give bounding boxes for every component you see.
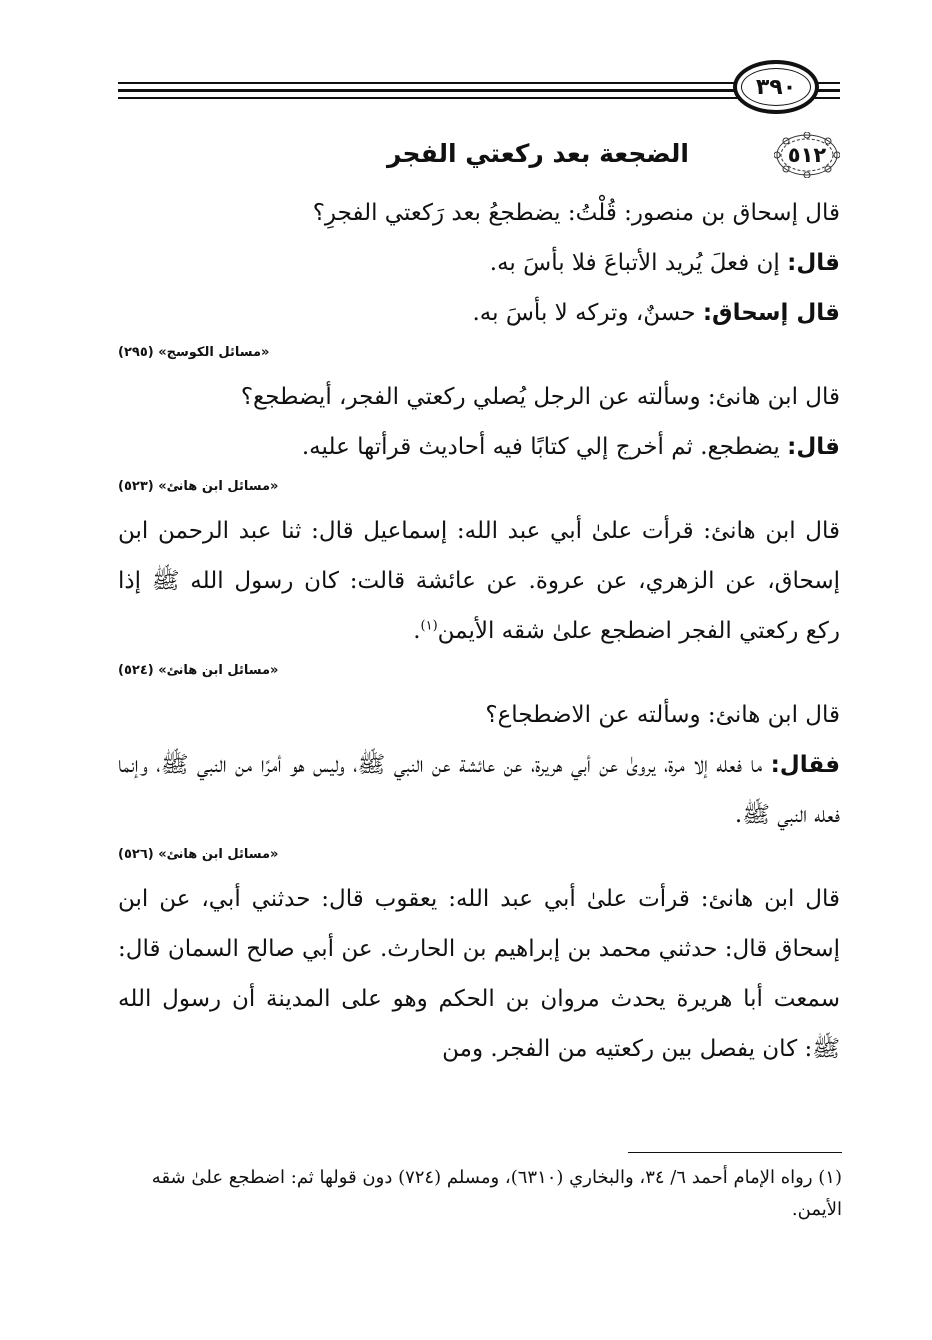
paragraph: [118, 690, 840, 740]
paragraph: [118, 740, 840, 840]
page-number: ٣٩٠: [755, 74, 797, 100]
paragraph-text: قال ابن هانئ: وسألته عن الرجل يُصلي ركعتي الفجر، أيضطجع؟: [240, 384, 840, 410]
paragraph: [118, 372, 840, 422]
paragraph-text: قال ابن هانئ: قرأت علىٰ أبي عبد الله: يعقوب قال: حدثني أبي، عن ابن إسحاق قال: حدثني محمد بن إبراهيم بن الحارث. عن أبي صالح السمان قال: سمعت أبا هريرة يحدث مروان بن الحكم وهو على المدينة أن رسول الله ﷺ: كان يفصل بين ركعتيه من الفجر. ومن: [118, 886, 840, 1062]
speaker-label: فقال:: [770, 752, 840, 778]
paragraph: [118, 238, 840, 288]
entry: [118, 188, 840, 366]
citation-text: «مسائل ابن هانئ» (٥٢٤): [118, 663, 279, 678]
citation-text: «مسائل ابن هانئ» (٥٢٣): [118, 479, 279, 494]
entry: [118, 372, 840, 500]
paragraph: [118, 288, 840, 338]
entry: [118, 506, 840, 684]
citation: [118, 842, 840, 868]
footnote-marker: (١): [818, 1167, 842, 1188]
entry: [118, 874, 840, 1074]
paragraph-text: قال ابن هانئ: وسألته عن الاضطجاع؟: [485, 702, 840, 728]
paragraph: [118, 422, 840, 472]
page-number-frame: [733, 60, 819, 114]
paragraph-text: .: [413, 618, 421, 644]
speaker-label: قال:: [787, 434, 840, 460]
footnote: [118, 1162, 842, 1226]
paragraph: [118, 874, 840, 1074]
footnote-separator: [628, 1152, 842, 1153]
speaker-label: قال:: [787, 250, 840, 276]
paragraph-text: قال ابن هانئ: قرأت علىٰ أبي عبد الله: إسماعيل قال: ثنا عبد الرحمن ابن إسحاق، عن الزهري، عن عروة. عن عائشة قالت: كان رسول الله ﷺ إذا ركع ركعتي الفجر اضطجع علىٰ شقه الأيمن: [118, 518, 840, 644]
section-title: الضجعة بعد ركعتي الفجر: [387, 139, 689, 168]
citation: [118, 340, 840, 366]
footnotes: [118, 1162, 842, 1226]
citation: [118, 474, 840, 500]
entry: [118, 690, 840, 868]
main-text: [118, 188, 840, 1074]
citation-text: «مسائل الكوسج» (٢٩٥): [118, 345, 270, 360]
header-rule: [118, 97, 840, 99]
paragraph-text: يضطجع. ثم أخرج إلي كتابًا فيه أحاديث قرأتها عليه.: [301, 434, 788, 460]
header-rule: [118, 82, 840, 84]
paragraph-text: حسنٌ، وتركه لا بأسَ به.: [472, 300, 703, 326]
paragraph: [118, 506, 840, 656]
citation: [118, 658, 840, 684]
speaker-label: قال إسحاق:: [702, 300, 840, 326]
paragraph: [118, 188, 840, 238]
section-heading: [118, 128, 840, 184]
paragraph-text: قال إسحاق بن منصور: قُلْتُ: يضطجعُ بعد رَكعتي الفجرِ؟: [312, 200, 840, 226]
citation-text: «مسائل ابن هانئ» (٥٢٦): [118, 847, 279, 862]
header-rule: [118, 89, 840, 92]
footnote-reference[interactable]: (١): [420, 618, 438, 634]
footnote-text: رواه الإمام أحمد ٦/ ٣٤، والبخاري (٦٣١٠)، ومسلم (٧٢٤) دون قولها ثم: اضطجع علىٰ شقه الأيمن.: [151, 1167, 842, 1220]
section-number-ornament: [774, 132, 840, 178]
paragraph-text: إن فعلَ يُريد الأتباعَ فلا بأسَ به.: [489, 250, 788, 276]
paragraph-text: ما فعله إلا مرة، يرویٰ عن أبي هريرة، عن عائشة عن النبي ﷺ، وليس هو أمرًا من النبي ﷺ، وإنما فعله النبي ﷺ.: [118, 752, 840, 828]
section-number: ٥١٢: [787, 143, 827, 167]
